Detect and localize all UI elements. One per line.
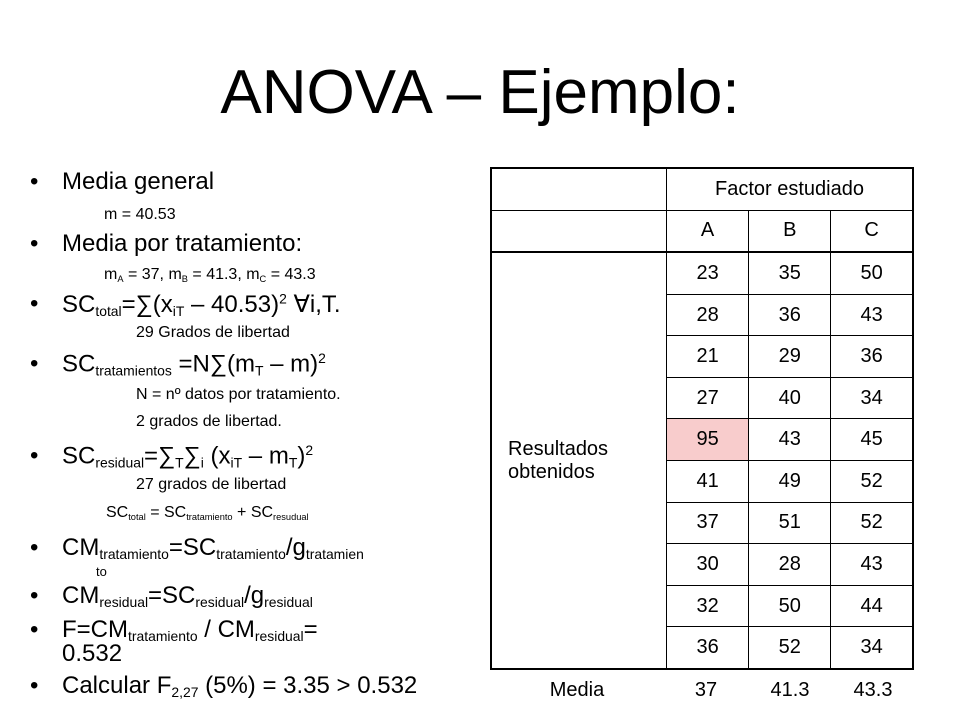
- column-header: A: [667, 210, 749, 252]
- bullet-sc-total: • $SC_{total}=\sum(x_{iT} - 40.53)^2$ ∀i,T.: [62, 290, 341, 319]
- table-cell: 29: [749, 336, 831, 378]
- medias-tratamiento: $m_A = 37$, $m_B = 41.3$, $m_C = 43.3$: [104, 266, 316, 284]
- table-row: [491, 252, 913, 294]
- table-cell: 36: [749, 294, 831, 336]
- column-header: C: [831, 210, 913, 252]
- media-value: 37: [694, 678, 718, 701]
- table-cell: 21: [667, 336, 749, 378]
- n-def: N = nº datos por tratamiento.: [136, 386, 341, 403]
- media-a: 37: [141, 266, 160, 283]
- row-group-label: Resultados obtenidos: [491, 252, 667, 669]
- table-cell: 34: [831, 627, 913, 669]
- table-cell: 50: [831, 252, 913, 294]
- table-cell: 28: [749, 544, 831, 586]
- table-cell: 51: [749, 502, 831, 544]
- f-critical: 3.35 > 0.532: [283, 672, 418, 699]
- table-cell: 50: [749, 585, 831, 627]
- tr-df: 2 grados de libertad.: [136, 413, 282, 430]
- bullet-f-statistic: • $F=CM_{tratamiento} / CM_{residual}=$: [62, 616, 318, 644]
- table-cell: 49: [749, 461, 831, 503]
- table-cell: 45: [831, 419, 913, 461]
- media-label: Media: [549, 678, 605, 701]
- table-cell: 40: [749, 377, 831, 419]
- table-cell: 36: [831, 336, 913, 378]
- bullet-calcular: • Calcular $F_{2,27}$ (5%) = 3.35 > 0.532: [62, 672, 417, 700]
- table-cell: 23: [667, 252, 749, 294]
- f-value: 0.532: [62, 640, 123, 667]
- bullet-cm-tratamiento: • $CM_{tratamiento}=SC_{tratamiento}/g_{tratamien}$: [62, 534, 364, 562]
- bullet-media-general: • Media general: [62, 168, 214, 196]
- table-cell: 43: [831, 544, 913, 586]
- table-cell: 44: [831, 585, 913, 627]
- table-cell: 41: [667, 461, 749, 503]
- table-cell: 52: [831, 502, 913, 544]
- table-cell: 27: [667, 377, 749, 419]
- table-cell: 43: [749, 419, 831, 461]
- table-cell: 95: [667, 419, 749, 461]
- media-value: 43.3: [853, 678, 893, 701]
- table-corner-2: [491, 210, 667, 252]
- cm-tratamiento-wrap: to: [96, 564, 107, 579]
- media-value: 41.3: [770, 678, 810, 701]
- table-cell: 52: [831, 461, 913, 503]
- table-cell: 52: [749, 627, 831, 669]
- table-cell: 30: [667, 544, 749, 586]
- media-row: [490, 670, 914, 710]
- bullet-cm-residual: • $CM_{residual}=SC_{residual}/g_{residual}$: [62, 582, 313, 610]
- res-df: 27 grados de libertad: [136, 476, 287, 493]
- table-corner: [491, 168, 667, 210]
- m-value: m = 40.53: [104, 206, 176, 223]
- slide-title: ANOVA – Ejemplo:: [220, 58, 740, 127]
- table-cell: 36: [667, 627, 749, 669]
- table-cell: 35: [749, 252, 831, 294]
- table-cell: 37: [667, 502, 749, 544]
- sc-decomposition: $SC_{total} = SC_{tratamiento} + SC_{resudual}$: [106, 504, 309, 522]
- bullet-media-tratamiento: • Media por tratamiento:: [62, 230, 302, 258]
- bullet-sc-tratamientos: • $SC_{tratamientos} =N\sum(m_T - m)^2$: [62, 350, 326, 379]
- bullet-sc-residual: • $SC_{residual}=\sum_T\sum_i$ $(x_{iT} - m_T)^2$: [62, 442, 313, 471]
- media-b: 41.3: [206, 266, 238, 283]
- table-cell: 43: [831, 294, 913, 336]
- sc-total-df: 29 Grados de libertad: [136, 324, 290, 341]
- media-c: 43.3: [284, 266, 316, 283]
- table-cell: 32: [667, 585, 749, 627]
- factor-header: Factor estudiado: [667, 168, 914, 210]
- results-table: [490, 167, 914, 670]
- column-header: B: [749, 210, 831, 252]
- table-cell: 28: [667, 294, 749, 336]
- table-cell: 34: [831, 377, 913, 419]
